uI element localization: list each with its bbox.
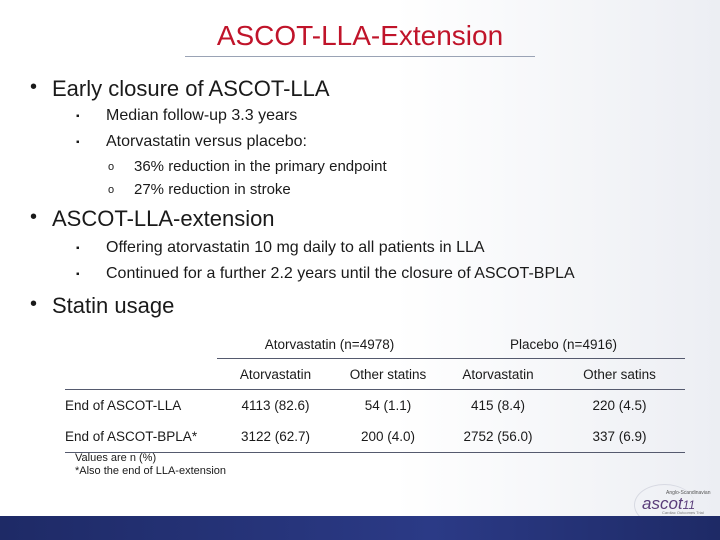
bullet-text: 27% reduction in stroke	[134, 181, 291, 198]
table-cell: 415 (8.4)	[470, 398, 526, 413]
bullet-dot-icon: •	[30, 293, 38, 315]
sub-bullet-offering	[76, 239, 485, 257]
column-header: Other satins	[583, 366, 656, 382]
table-cell: 3122 (62.7)	[240, 429, 311, 444]
row-label: End of ASCOT-LLA	[65, 398, 182, 413]
bullet-text: Continued for a further 2.2 years until the closure of ASCOT-BPLA	[106, 265, 575, 282]
table-row	[65, 421, 685, 453]
bullet-text: ASCOT-LLA-extension	[52, 206, 275, 231]
logo-subline: Cardiac Outcomes Trial	[662, 510, 704, 515]
sub-sub-bullet-primary-endpoint	[108, 158, 387, 175]
table-cell: 337 (6.9)	[592, 429, 647, 444]
logo-text: ascot	[642, 494, 683, 513]
circle-bullet-icon: o	[108, 161, 115, 173]
bullet-dot-icon: •	[30, 206, 38, 228]
column-header: Atorvastatin	[239, 366, 312, 382]
bullet-text: Median follow-up 3.3 years	[106, 107, 298, 124]
bullet-text: Offering atorvastatin 10 mg daily to all patients in LLA	[106, 239, 485, 256]
sub-bullet-continued	[76, 265, 575, 283]
table-footnotes	[75, 452, 226, 478]
ascot-logo	[642, 490, 711, 516]
table-cell: 200 (4.0)	[360, 429, 416, 444]
logo-number: 11	[682, 498, 696, 512]
bullet-lla-extension	[30, 206, 275, 232]
group-header-placebo: Placebo (n=4916)	[442, 331, 685, 359]
column-header: Other statins	[349, 366, 427, 382]
bullet-text: Early closure of ASCOT-LLA	[52, 76, 330, 101]
circle-bullet-icon: o	[108, 184, 115, 196]
footnote: *Also the end of LLA-extension	[75, 465, 227, 477]
statin-usage-table	[65, 331, 685, 453]
sub-bullet-follow-up	[76, 107, 298, 125]
square-bullet-icon: ▪	[76, 243, 80, 254]
footer-bar	[0, 516, 720, 540]
sub-sub-bullet-stroke	[108, 181, 291, 198]
bullet-text: Atorvastatin versus placebo:	[106, 133, 307, 150]
bullet-early-closure	[30, 76, 330, 102]
row-label: End of ASCOT-BPLA*	[65, 429, 198, 444]
square-bullet-icon: ▪	[76, 269, 80, 280]
square-bullet-icon: ▪	[76, 111, 80, 122]
slide-title: ASCOT-LLA-Extension	[216, 20, 504, 51]
table-corner	[65, 331, 217, 359]
sub-bullet-atorvastatin-vs-placebo	[76, 133, 307, 151]
square-bullet-icon: ▪	[76, 137, 80, 148]
bullet-statin-usage	[30, 293, 175, 319]
bullet-dot-icon: •	[30, 76, 38, 98]
column-header: Atorvastatin	[462, 366, 534, 382]
bullet-text: 36% reduction in the primary endpoint	[134, 158, 387, 175]
group-header-atorvastatin: Atorvastatin (n=4978)	[217, 331, 442, 359]
bullet-text: Statin usage	[52, 293, 175, 318]
table-cell: 220 (4.5)	[592, 398, 647, 413]
table-cell: 2752 (56.0)	[463, 429, 533, 444]
table-cell: 4113 (82.6)	[241, 398, 310, 413]
footnote: Values are n (%)	[75, 452, 157, 464]
table-row	[65, 390, 685, 422]
title-divider	[185, 56, 535, 57]
logo-tagline: Anglo-Scandinavian	[666, 490, 711, 496]
table-corner	[65, 359, 217, 390]
table-cell: 54 (1.1)	[364, 398, 412, 413]
